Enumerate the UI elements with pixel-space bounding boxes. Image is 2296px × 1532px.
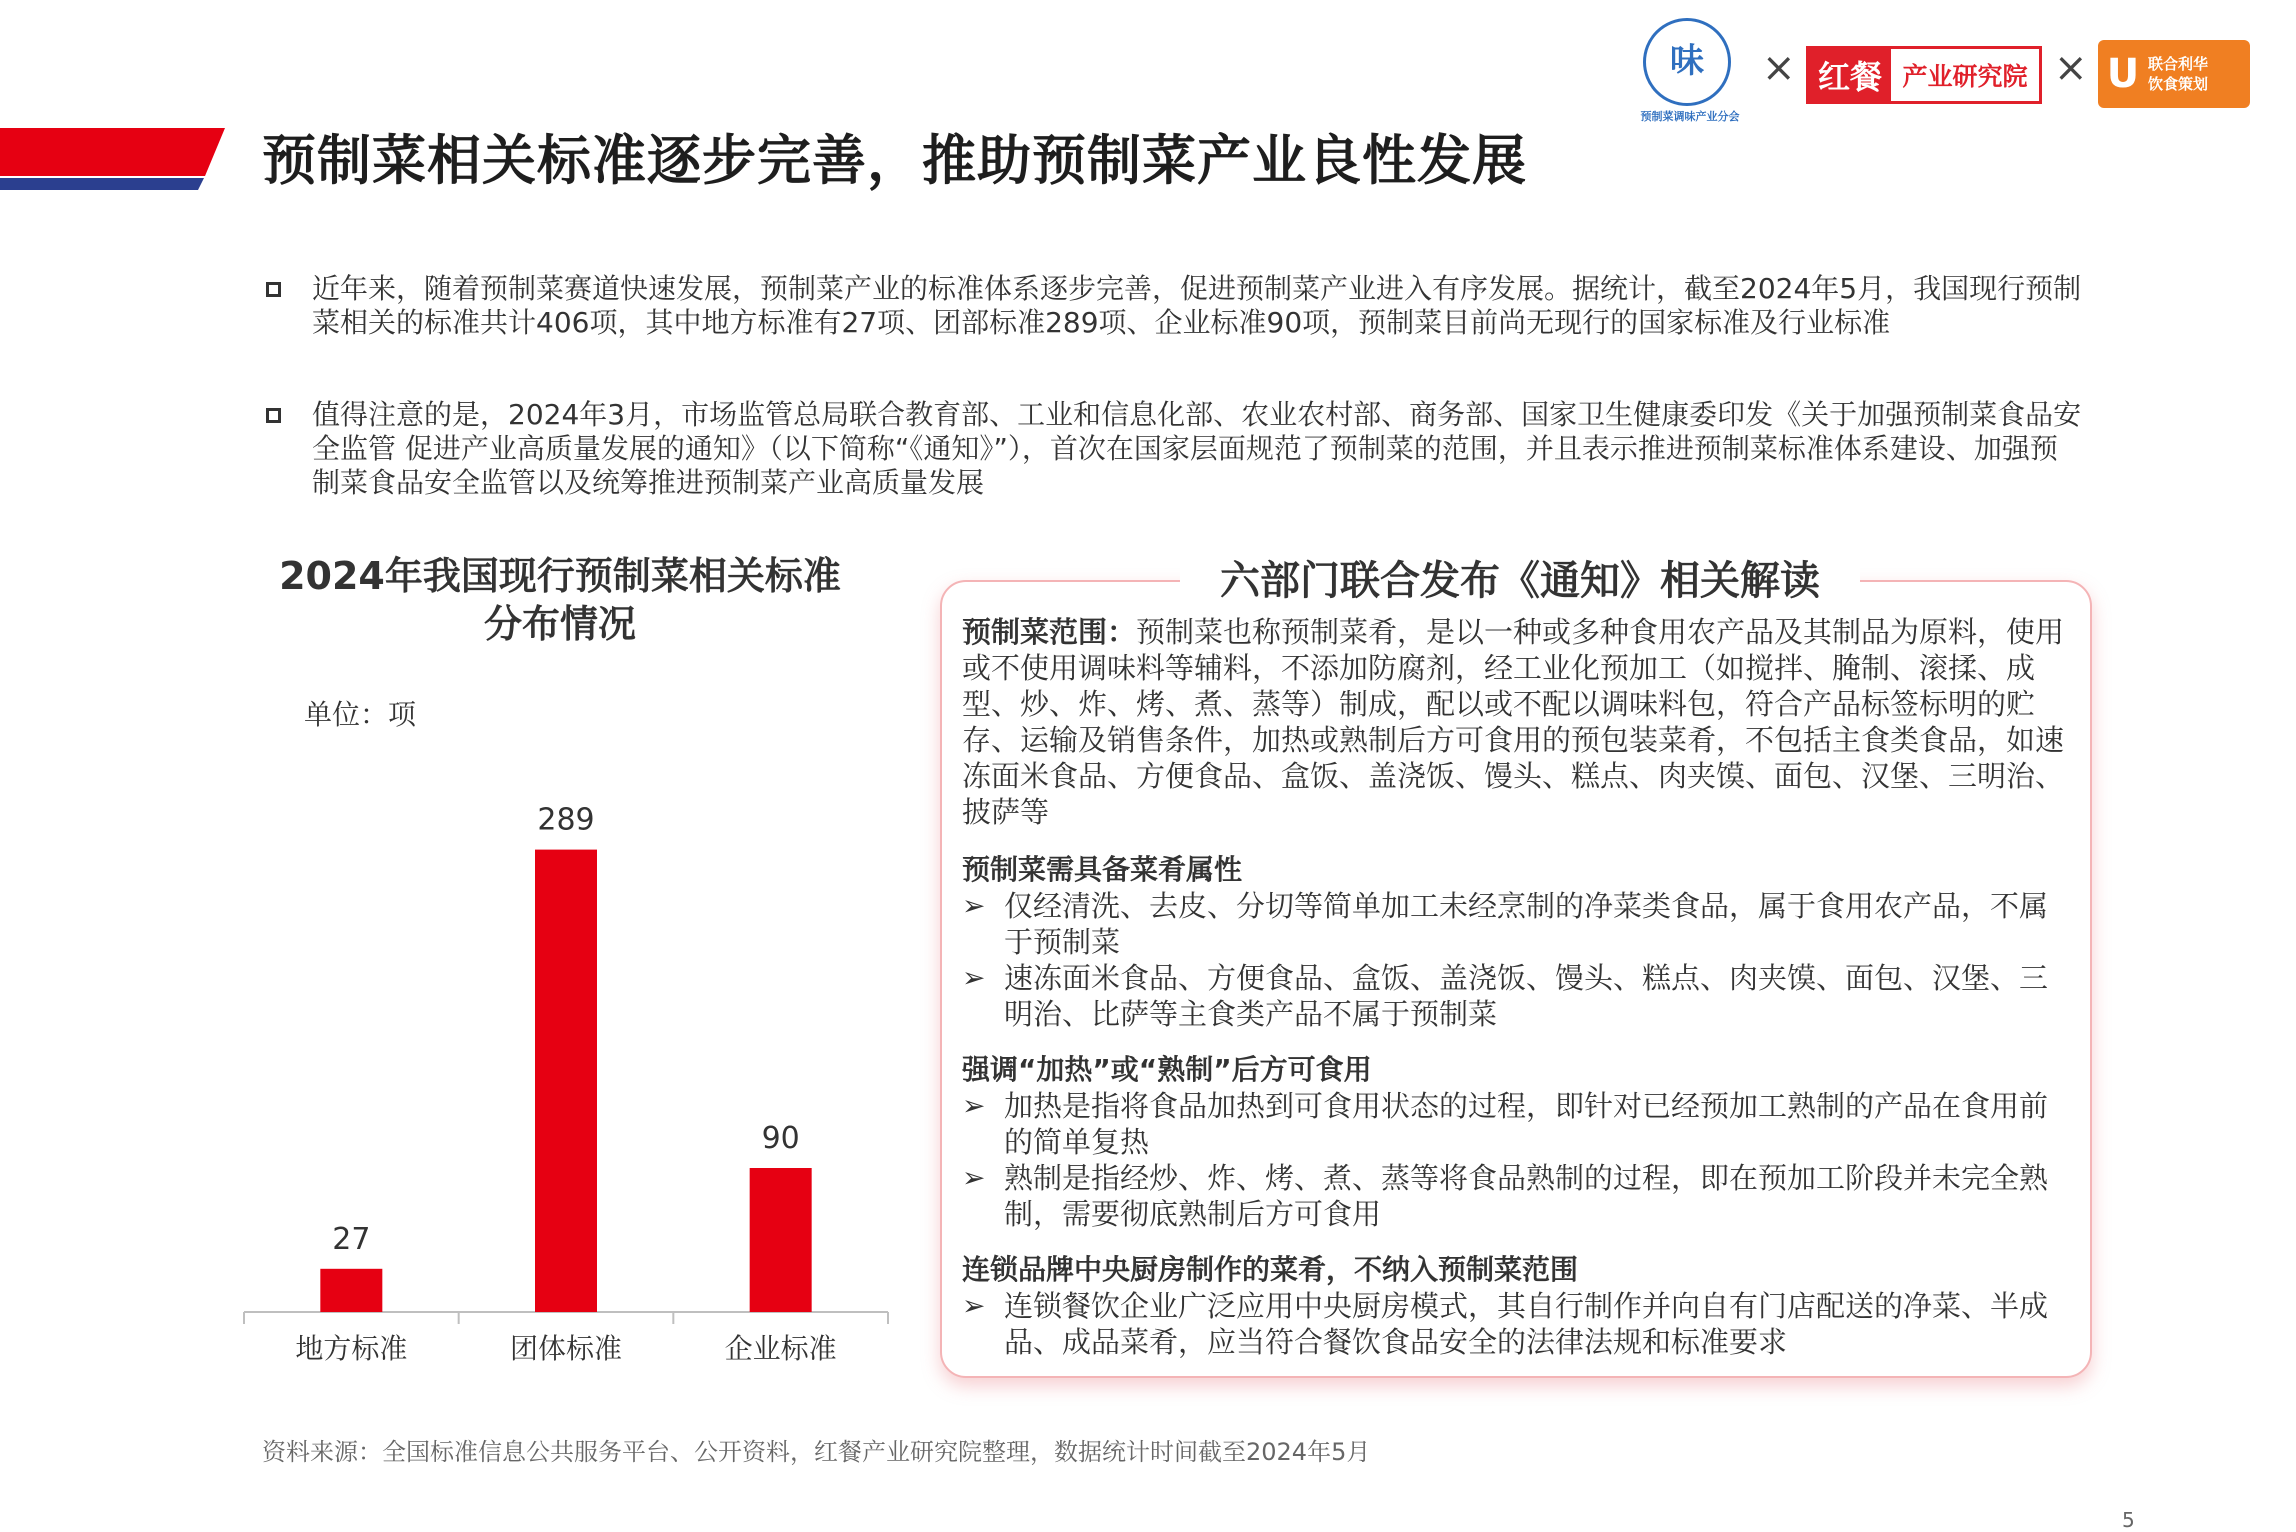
intro-bullet-text: 近年来，随着预制菜赛道快速发展，预制菜产业的标准体系逐步完善，促进预制菜产业进入有序发展。据统计，截至2024年5月，我国现行预制菜相关的标准共计406项，其中地方标准有27项、团部标准289项、企业标准90项，预制菜目前尚无现行的国家标准及行业标准 xyxy=(312,272,2082,339)
panel-section xyxy=(962,1052,2070,1232)
section-item xyxy=(962,1088,2070,1160)
section-item xyxy=(962,960,2070,1032)
section-item-text: 连锁餐饮企业广泛应用中央厨房模式，其自行制作并向自有门店配送的净菜、半成品、成品菜肴，应当符合餐饮食品安全的法律法规和标准要求 xyxy=(1004,1289,2049,1359)
section-item-text: 仅经清洗、去皮、分切等简单加工未经烹制的净菜类食品，属于食用农产品，不属于预制菜 xyxy=(1004,889,2049,959)
arrow-bullet-icon: ➢ xyxy=(962,1089,986,1122)
association-logo: 味 xyxy=(1643,18,1731,106)
panel-title: 六部门联合发布《通知》相关解读 xyxy=(1180,552,1860,610)
section-item-text: 速冻面米食品、方便食品、盒饭、盖浇饭、馒头、糕点、肉夹馍、面包、汉堡、三明治、比萨等主食类产品不属于预制菜 xyxy=(1004,961,2049,1031)
source-note: 资料来源：全国标准信息公共服务平台、公开资料，红餐产业研究院整理，数据统计时间截至2024年5月 xyxy=(262,1438,1371,1466)
times-icon: × xyxy=(2054,45,2088,91)
x-tick-label: 企业标准 xyxy=(724,1332,837,1365)
bar-value-label: 90 xyxy=(761,1121,800,1156)
scope-label: 预制菜范围： xyxy=(962,615,1137,649)
chart-title-line-1: 2024年我国现行预制菜相关标准 xyxy=(279,554,841,598)
section-item-text: 熟制是指经炒、炸、烤、煮、蒸等将食品熟制的过程，即在预加工阶段并未完全熟制，需要彻底熟制后方可食用 xyxy=(1004,1161,2049,1231)
panel-section xyxy=(962,1252,2070,1360)
section-title: 强调“加热”或“熟制”后方可食用 xyxy=(962,1053,1372,1086)
arrow-bullet-icon: ➢ xyxy=(962,1161,986,1194)
association-logo-caption: 预制菜调味产业分会 xyxy=(1640,110,1740,123)
panel-body xyxy=(962,614,2070,1380)
section-item xyxy=(962,1288,2070,1360)
arrow-bullet-icon: ➢ xyxy=(962,961,986,994)
unilever-logo-mark: U xyxy=(2106,51,2140,97)
times-icon: × xyxy=(1762,45,1796,91)
hongcan-logo-mark: 红餐 xyxy=(1809,49,1891,101)
page-number: 5 xyxy=(2122,1508,2135,1532)
arrow-bullet-icon: ➢ xyxy=(962,1289,986,1322)
x-tick-label: 地方标准 xyxy=(295,1332,408,1365)
intro-bullet-text: 值得注意的是，2024年3月，市场监管总局联合教育部、工业和信息化部、农业农村部、商务部、国家卫生健康委印发《关于加强预制菜食品安全监管 促进产业高质量发展的通知》（以下简称“《通知》”），首次在国家层面规范了预制菜的范围，并且表示推进预制菜标准体系建设、加强预制菜食品安全监管以及统筹推进预制菜产业高质量发展 xyxy=(312,398,2082,499)
section-item-text: 加热是指将食品加热到可食用状态的过程，即针对已经预加工熟制的产品在食用前的简单复热 xyxy=(1004,1089,2049,1159)
unilever-logo-line-1: 联合利华 xyxy=(2148,55,2209,73)
chart-title-line-2: 分布情况 xyxy=(483,602,636,646)
unilever-logo-line-2: 饮食策划 xyxy=(2148,75,2209,93)
section-title: 连锁品牌中央厨房制作的菜肴，不纳入预制菜范围 xyxy=(962,1253,1579,1286)
bar-value-label: 27 xyxy=(332,1221,371,1257)
arrow-bullet-icon: ➢ xyxy=(962,889,986,922)
scope-text: 预制菜也称预制菜肴，是以一种或多种食用农产品及其制品为原料，使用或不使用调味料等辅料，不添加防腐剂，经工业化预加工（如搅拌、腌制、滚揉、成型、炒、炸、烤、煮、蒸等）制成，配以或不配以调味料包，符合产品标签标明的贮存、运输及销售条件，加热或熟制后方可食用的预包装菜肴，不包括主食类食品，如速冻面米食品、方便食品、盒饭、盖浇饭、馒头、糕点、肉夹馍、面包、汉堡、三明治、披萨等 xyxy=(962,615,2065,829)
page-title: 预制菜相关标准逐步完善，推助预制菜产业良性发展 xyxy=(262,129,1527,192)
x-tick-label: 团体标准 xyxy=(509,1332,623,1365)
bar-2 xyxy=(535,850,597,1312)
hongcan-logo-text: 产业研究院 xyxy=(1902,62,2028,91)
section-item xyxy=(962,888,2070,960)
chart-unit-label: 单位：项 xyxy=(304,698,417,731)
bar-3 xyxy=(750,1168,812,1312)
panel-section xyxy=(962,852,2070,1032)
section-title: 预制菜需具备菜肴属性 xyxy=(962,853,1243,886)
section-item xyxy=(962,1160,2070,1232)
bar-1 xyxy=(320,1269,382,1312)
scope-paragraph xyxy=(962,614,2070,830)
bar-value-label: 289 xyxy=(537,802,595,838)
